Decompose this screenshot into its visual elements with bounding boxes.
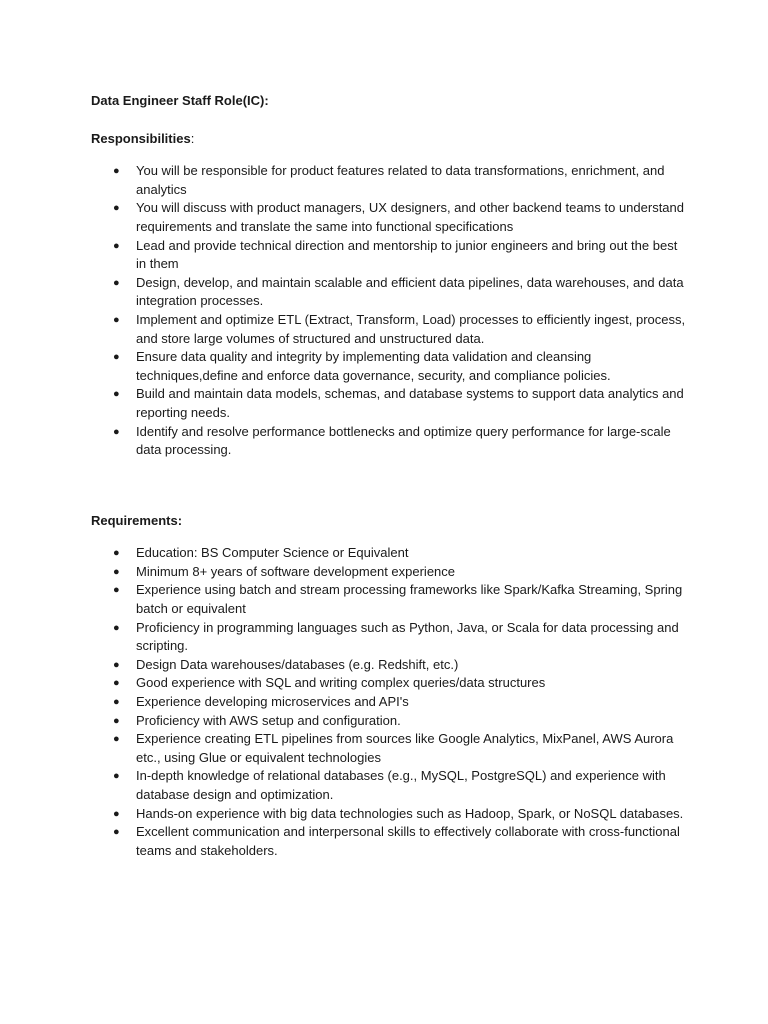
- list-item: [91, 693, 691, 712]
- list-item-text: Good experience with SQL and writing complex queries/data structures: [136, 675, 546, 691]
- list-item: [91, 544, 691, 563]
- responsibilities-heading-colon: :: [190, 130, 195, 146]
- list-item-text: You will be responsible for product features related to data transformations, enrichment, and analytics: [136, 163, 665, 197]
- list-item: [91, 385, 691, 422]
- bullet-icon: ●: [113, 388, 120, 401]
- document-title: Data Engineer Staff Role(IC):: [91, 93, 269, 108]
- list-item: [91, 805, 691, 824]
- list-item-text: Experience creating ETL pipelines from sources like Google Analytics, MixPanel, AWS Aurora etc., using Glue or equivalent technologies: [136, 731, 674, 765]
- bullet-icon: ●: [113, 807, 120, 820]
- list-item-text: Excellent communication and interpersonal skills to effectively collaborate with cross-functional teams and stakeholders.: [136, 824, 680, 858]
- list-item: [91, 581, 691, 618]
- list-item-text: Design, develop, and maintain scalable and efficient data pipelines, data warehouses, and data integration processes.: [136, 274, 684, 309]
- list-item: [91, 674, 691, 693]
- list-item-text: Proficiency with AWS setup and configuration.: [136, 712, 401, 728]
- list-item-text: Design Data warehouses/databases (e.g. Redshift, etc.): [136, 656, 459, 672]
- bullet-icon: ●: [113, 276, 120, 289]
- bullet-icon: ●: [113, 584, 120, 597]
- bullet-icon: ●: [113, 239, 120, 252]
- bullet-icon: ●: [113, 425, 120, 438]
- list-item-text: Build and maintain data models, schemas, and database systems to support data analytics and reporting needs.: [136, 386, 684, 420]
- list-item: [91, 162, 691, 199]
- responsibilities-heading: [91, 130, 691, 149]
- bullet-icon: ●: [113, 621, 120, 634]
- list-item-text: Minimum 8+ years of software development experience: [136, 563, 456, 579]
- responsibilities-heading-text: Responsibilities: [91, 130, 191, 146]
- bullet-icon: ●: [113, 165, 120, 178]
- list-item-text: Ensure data quality and integrity by implementing data validation and cleansing techniques,define and enforce data governance, security, and compliance policies.: [136, 349, 611, 383]
- bullet-icon: ●: [113, 696, 120, 709]
- list-item: [91, 311, 691, 348]
- list-item: [91, 199, 691, 236]
- bullet-icon: ●: [113, 351, 120, 364]
- requirements-heading-text: Requirements:: [91, 512, 183, 528]
- list-item: [91, 712, 691, 731]
- list-item: [91, 423, 691, 460]
- requirements-heading: [91, 512, 691, 531]
- list-item-text: In-depth knowledge of relational databases (e.g., MySQL, PostgreSQL) and experience with database design and optimization.: [136, 768, 666, 802]
- document-content: [91, 92, 691, 860]
- bullet-icon: ●: [113, 826, 120, 839]
- list-item-text: Implement and optimize ETL (Extract, Transform, Load) processes to efficiently ingest, process, and store large volumes of structured and unstructured data.: [136, 311, 686, 346]
- bullet-icon: ●: [113, 714, 120, 727]
- bullet-icon: ●: [113, 658, 120, 671]
- list-item-text: You will discuss with product managers, UX designers, and other backend teams to understand requirements and translate the same into functional specifications: [136, 200, 684, 234]
- list-item-text: Lead and provide technical direction and mentorship to junior engineers and bring out the best in them: [136, 237, 678, 272]
- section-spacer: [91, 460, 691, 512]
- list-item: [91, 823, 691, 860]
- list-item: [91, 274, 691, 311]
- list-item-text: Experience developing microservices and API's: [136, 694, 409, 710]
- list-item-text: Education: BS Computer Science or Equivalent: [136, 545, 409, 561]
- list-item-text: Identify and resolve performance bottlenecks and optimize query performance for large-scale data processing.: [136, 423, 671, 458]
- list-item: [91, 237, 691, 274]
- bullet-icon: ●: [113, 733, 120, 746]
- bullet-icon: ●: [113, 770, 120, 783]
- list-item-text: Proficiency in programming languages such as Python, Java, or Scala for data processing and scripting.: [136, 619, 679, 654]
- list-item-text: Experience using batch and stream processing frameworks like Spark/Kafka Streaming, Spring batch or equivalent: [136, 582, 683, 617]
- list-item: [91, 730, 691, 767]
- bullet-icon: ●: [113, 677, 120, 690]
- responsibilities-list: [91, 162, 691, 460]
- list-item: [91, 563, 691, 582]
- requirements-list: [91, 544, 691, 860]
- list-item: [91, 767, 691, 804]
- list-item: [91, 656, 691, 675]
- list-item-text: Hands-on experience with big data technologies such as Hadoop, Spark, or NoSQL databases.: [136, 805, 684, 821]
- bullet-icon: ●: [113, 547, 120, 560]
- list-item: [91, 619, 691, 656]
- bullet-icon: ●: [113, 313, 120, 326]
- list-item: [91, 348, 691, 385]
- bullet-icon: ●: [113, 202, 120, 215]
- bullet-icon: ●: [113, 565, 120, 578]
